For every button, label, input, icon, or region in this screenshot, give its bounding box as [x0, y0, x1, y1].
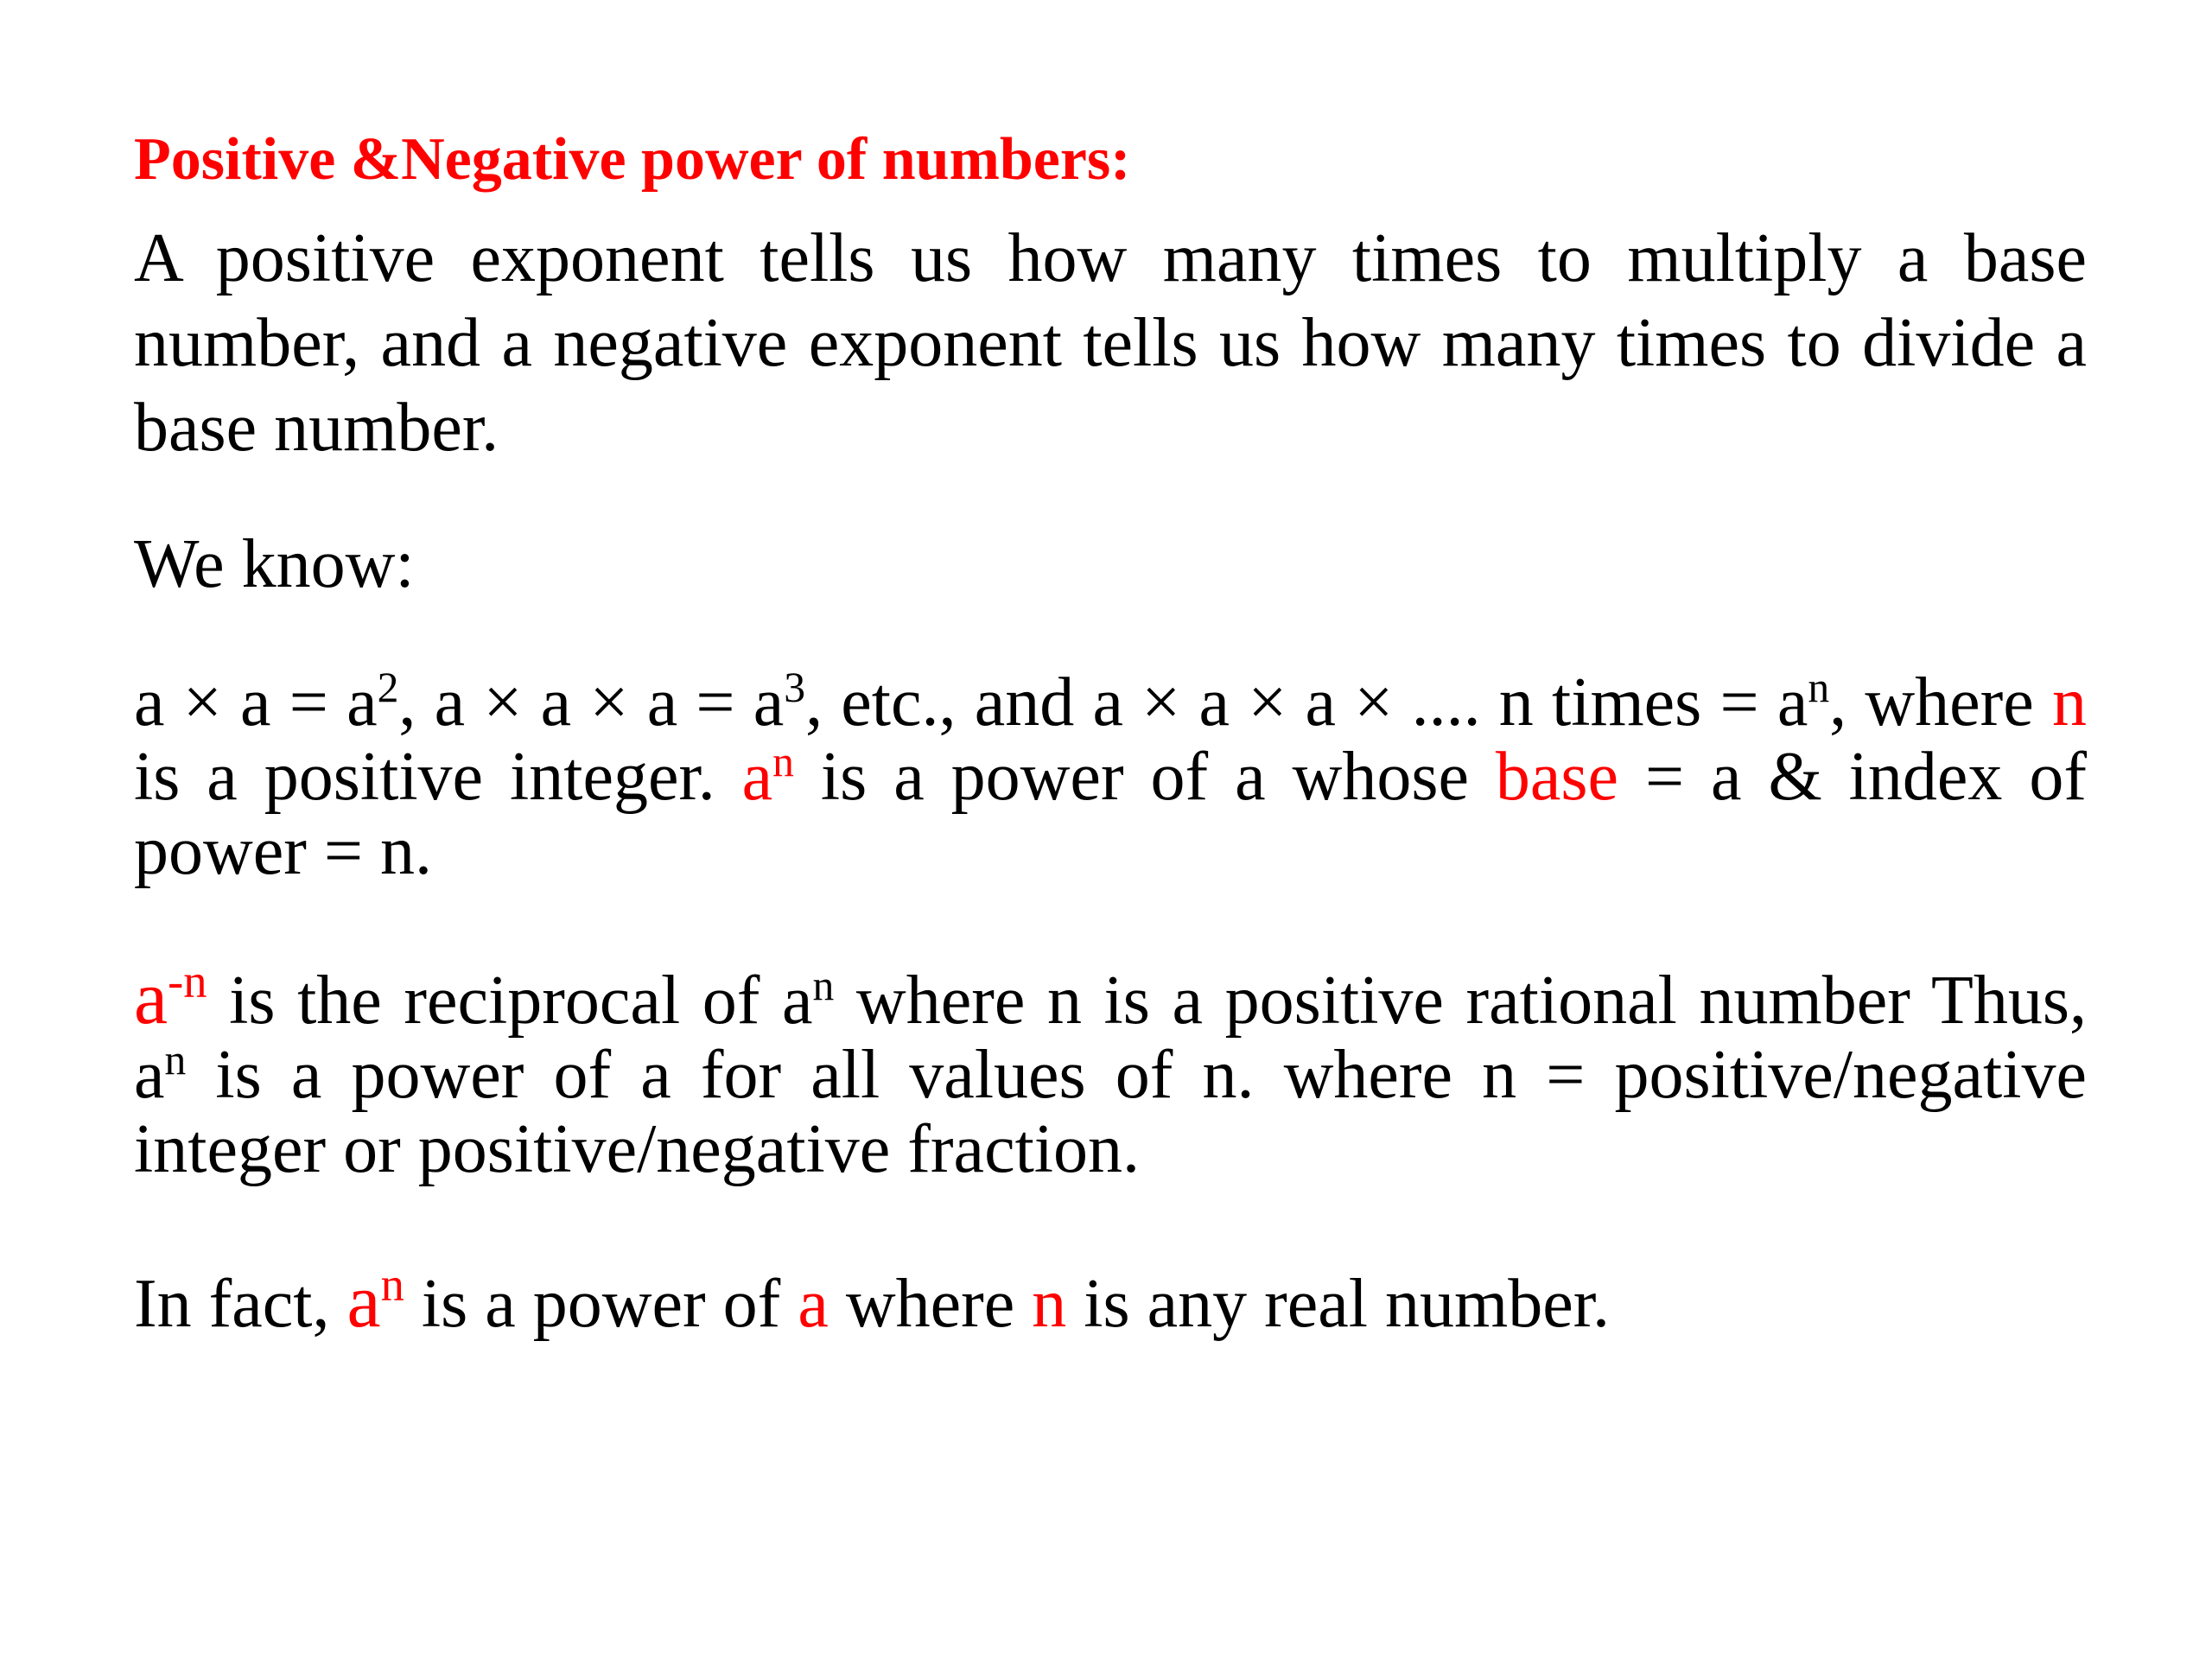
highlight-n: n [2052, 664, 2088, 741]
highlight-a: a [134, 957, 168, 1040]
formula-text: = a & index of power = n. [134, 739, 2087, 889]
highlight-a: a [798, 1266, 829, 1342]
highlight-a: a [741, 739, 773, 815]
formula-text: is a power of a whose [793, 739, 1496, 815]
formula-text: , where [1829, 664, 2053, 741]
highlight-a-negative-power [134, 957, 207, 1040]
exponent: 3 [784, 663, 806, 711]
formula-text: , a × a × a = a [398, 664, 785, 741]
highlight-a-power [742, 739, 794, 815]
highlight-a-power [347, 1260, 404, 1344]
reciprocal-text: is a power of a for all values of n. where n = positive/negative integer or positive/negative fraction. [134, 1037, 2087, 1187]
exponent: n [380, 1258, 404, 1311]
reciprocal-paragraph [134, 955, 2087, 1187]
highlight-a: a [346, 1260, 381, 1344]
fact-text: In fact, [134, 1266, 347, 1342]
fact-paragraph [134, 1260, 2087, 1346]
fact-text: is a power of [404, 1266, 798, 1342]
slide-content [134, 112, 2087, 1346]
formula-paragraph [134, 665, 2087, 888]
intro-paragraph: A positive exponent tells us how many times to multiply a base number, and a negative exponent tells us how many times to divide a base number. [134, 220, 2087, 466]
highlight-n: n [1032, 1266, 1067, 1342]
exponent: n [1808, 663, 1830, 711]
fact-text: where [828, 1266, 1033, 1342]
exponent: n [812, 961, 835, 1009]
formula-text: , etc., and a × a × a × .... n times = a [805, 664, 1808, 741]
formula-text: is a positive integer. [134, 739, 742, 815]
exponent: n [772, 737, 794, 785]
highlight-base: base [1495, 739, 1619, 815]
exponent: 2 [377, 663, 399, 711]
exponent: n [164, 1035, 187, 1084]
exponent: -n [168, 955, 207, 1007]
reciprocal-text: is the reciprocal of a [207, 963, 813, 1039]
reciprocal-text: where n is a positive rational number Thus, a [134, 963, 2087, 1113]
slide-title: Positive &Negative power of numbers: [134, 126, 1131, 193]
formula-text: a × a = a [134, 664, 378, 741]
fact-text: is any real number. [1066, 1266, 1610, 1342]
we-know-label: We know: [134, 526, 415, 602]
